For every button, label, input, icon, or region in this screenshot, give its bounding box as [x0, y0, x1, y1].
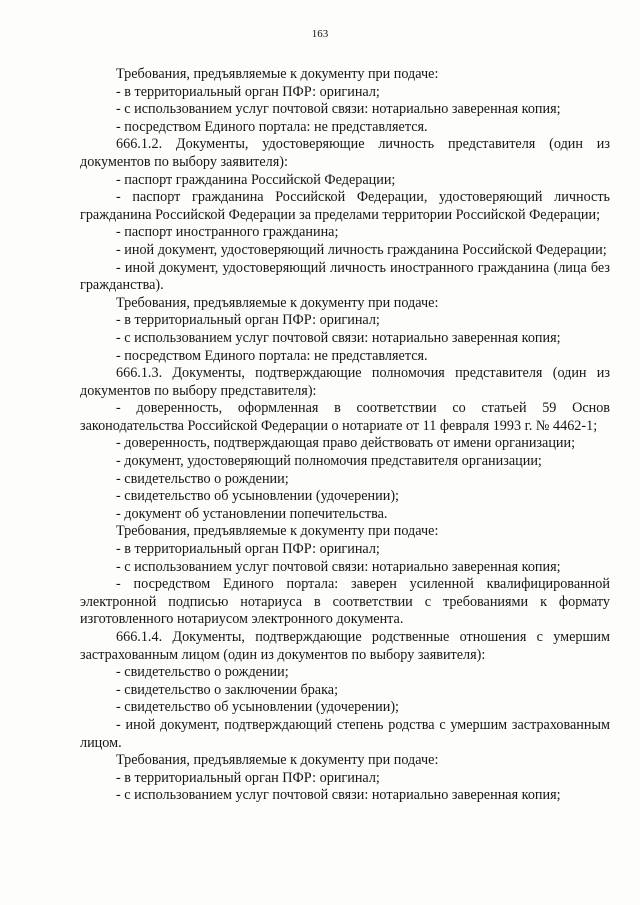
list-item: - с использованием услуг почтовой связи: нотариально заверенная копия;: [116, 787, 561, 804]
paragraph: - доверенность, оформленная в соответствии со статьей 59 Основ законодательства Российской Федерации о нотариате от 11 февраля 1993 г. № 4462-1;: [80, 400, 610, 434]
list-item: - с использованием услуг почтовой связи: нотариально заверенная копия;: [116, 101, 561, 118]
list-item: - в территориальный орган ПФР: оригинал;: [116, 312, 380, 329]
list-item: - документ, удостоверяющий полномочия представителя организации;: [116, 453, 542, 470]
list-item: - свидетельство о рождении;: [116, 470, 289, 487]
paragraph: - паспорт гражданина Российской Федерации, удостоверяющий личность гражданина Российской Федерации за пределами территории Российской Федерации;: [80, 189, 610, 223]
paragraph: - иной документ, подтверждающий степень родства с умершим застрахованным лицом.: [80, 716, 610, 751]
list-item: - в территориальный орган ПФР: оригинал;: [116, 769, 380, 786]
list-item: - паспорт гражданина Российской Федерации;: [116, 171, 396, 188]
list-item: - посредством Единого портала: не представляется.: [116, 347, 428, 364]
paragraph: - иной документ, удостоверяющий личность гражданина Российской Федерации;: [116, 241, 607, 258]
list-item: - свидетельство о рождении;: [116, 664, 289, 681]
list-item: - с использованием услуг почтовой связи: нотариально заверенная копия;: [116, 558, 561, 575]
paragraph: Требования, предъявляемые к документу при подаче:: [116, 294, 439, 311]
list-item: - свидетельство о заключении брака;: [116, 681, 339, 698]
document-body: [80, 66, 610, 805]
list-item: - в территориальный орган ПФР: оригинал;: [116, 83, 380, 100]
paragraph: Требования, предъявляемые к документу при подаче:: [116, 523, 439, 540]
page-number: 163: [311, 28, 329, 40]
paragraph: Требования, предъявляемые к документу при подаче:: [116, 752, 439, 769]
list-item: - свидетельство об усыновлении (удочерении);: [116, 699, 399, 716]
paragraph: 666.1.4. Документы, подтверждающие родственные отношения с умершим застрахованным лицом (один из документов по выбору заявителя):: [80, 629, 610, 663]
list-item: - с использованием услуг почтовой связи: нотариально заверенная копия;: [116, 329, 561, 346]
paragraph: 666.1.2. Документы, удостоверяющие личность представителя (один из документов по выбору заявителя):: [80, 136, 610, 170]
list-item: - свидетельство об усыновлении (удочерении);: [116, 488, 399, 505]
list-item: - доверенность, подтверждающая право действовать от имени организации;: [116, 435, 576, 452]
list-item: - в территориальный орган ПФР: оригинал;: [116, 541, 380, 558]
paragraph: - иной документ, удостоверяющий личность иностранного гражданина (лица без гражданства).: [80, 259, 610, 294]
paragraph: - посредством Единого портала: заверен усиленной квалифицированной электронной подписью нотариуса в соответствии с требованиями к формату изготовленного нотариусом электронного документа.: [80, 576, 610, 628]
list-item: - посредством Единого портала: не представляется.: [116, 118, 428, 135]
list-item: - документ об установлении попечительства.: [116, 505, 388, 522]
list-item: - паспорт иностранного гражданина;: [116, 224, 339, 241]
paragraph: Требования, предъявляемые к документу при подаче:: [116, 66, 439, 82]
paragraph: 666.1.3. Документы, подтверждающие полномочия представителя (один из документов по выбору представителя):: [80, 365, 610, 399]
